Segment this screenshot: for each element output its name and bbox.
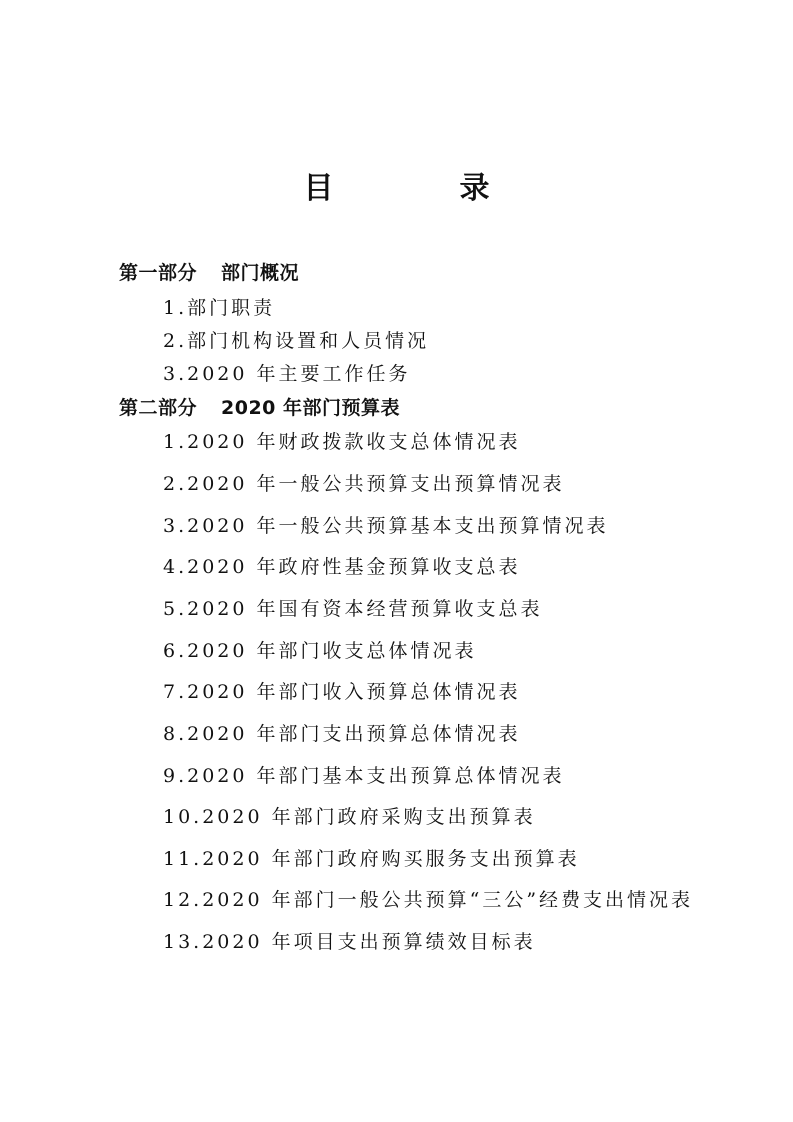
toc-item: 3.2020 年主要工作任务 bbox=[163, 363, 411, 385]
part2-name: 2020 年部门预算表 bbox=[221, 397, 401, 419]
toc-item: 13.2020 年项目支出预算绩效目标表 bbox=[163, 931, 536, 953]
toc-item: 2.部门机构设置和人员情况 bbox=[163, 330, 430, 352]
toc-item: 4.2020 年政府性基金预算收支总表 bbox=[163, 556, 521, 578]
part1-heading bbox=[119, 259, 299, 287]
part2-heading bbox=[119, 394, 400, 422]
toc-item: 11.2020 年部门政府购买服务支出预算表 bbox=[163, 848, 580, 870]
toc-item: 8.2020 年部门支出预算总体情况表 bbox=[163, 723, 521, 745]
toc-item: 5.2020 年国有资本经营预算收支总表 bbox=[163, 598, 543, 620]
part1-name: 部门概况 bbox=[221, 262, 300, 284]
toc-item: 10.2020 年部门政府采购支出预算表 bbox=[163, 806, 536, 828]
toc-item: 12.2020 年部门一般公共预算“三公”经费支出情况表 bbox=[163, 889, 694, 911]
toc-item: 2.2020 年一般公共预算支出预算情况表 bbox=[163, 473, 565, 495]
toc-item: 3.2020 年一般公共预算基本支出预算情况表 bbox=[163, 515, 609, 537]
part2-label: 第二部分 bbox=[119, 397, 198, 419]
toc-item: 1.2020 年财政拨款收支总体情况表 bbox=[163, 431, 521, 453]
part1-label: 第一部分 bbox=[119, 262, 198, 284]
page-title: 目 录 bbox=[303, 171, 538, 206]
toc-item: 7.2020 年部门收入预算总体情况表 bbox=[163, 681, 521, 703]
toc-item: 9.2020 年部门基本支出预算总体情况表 bbox=[163, 765, 565, 787]
toc-item: 1.部门职责 bbox=[163, 297, 276, 319]
toc-item: 6.2020 年部门收支总体情况表 bbox=[163, 640, 477, 662]
